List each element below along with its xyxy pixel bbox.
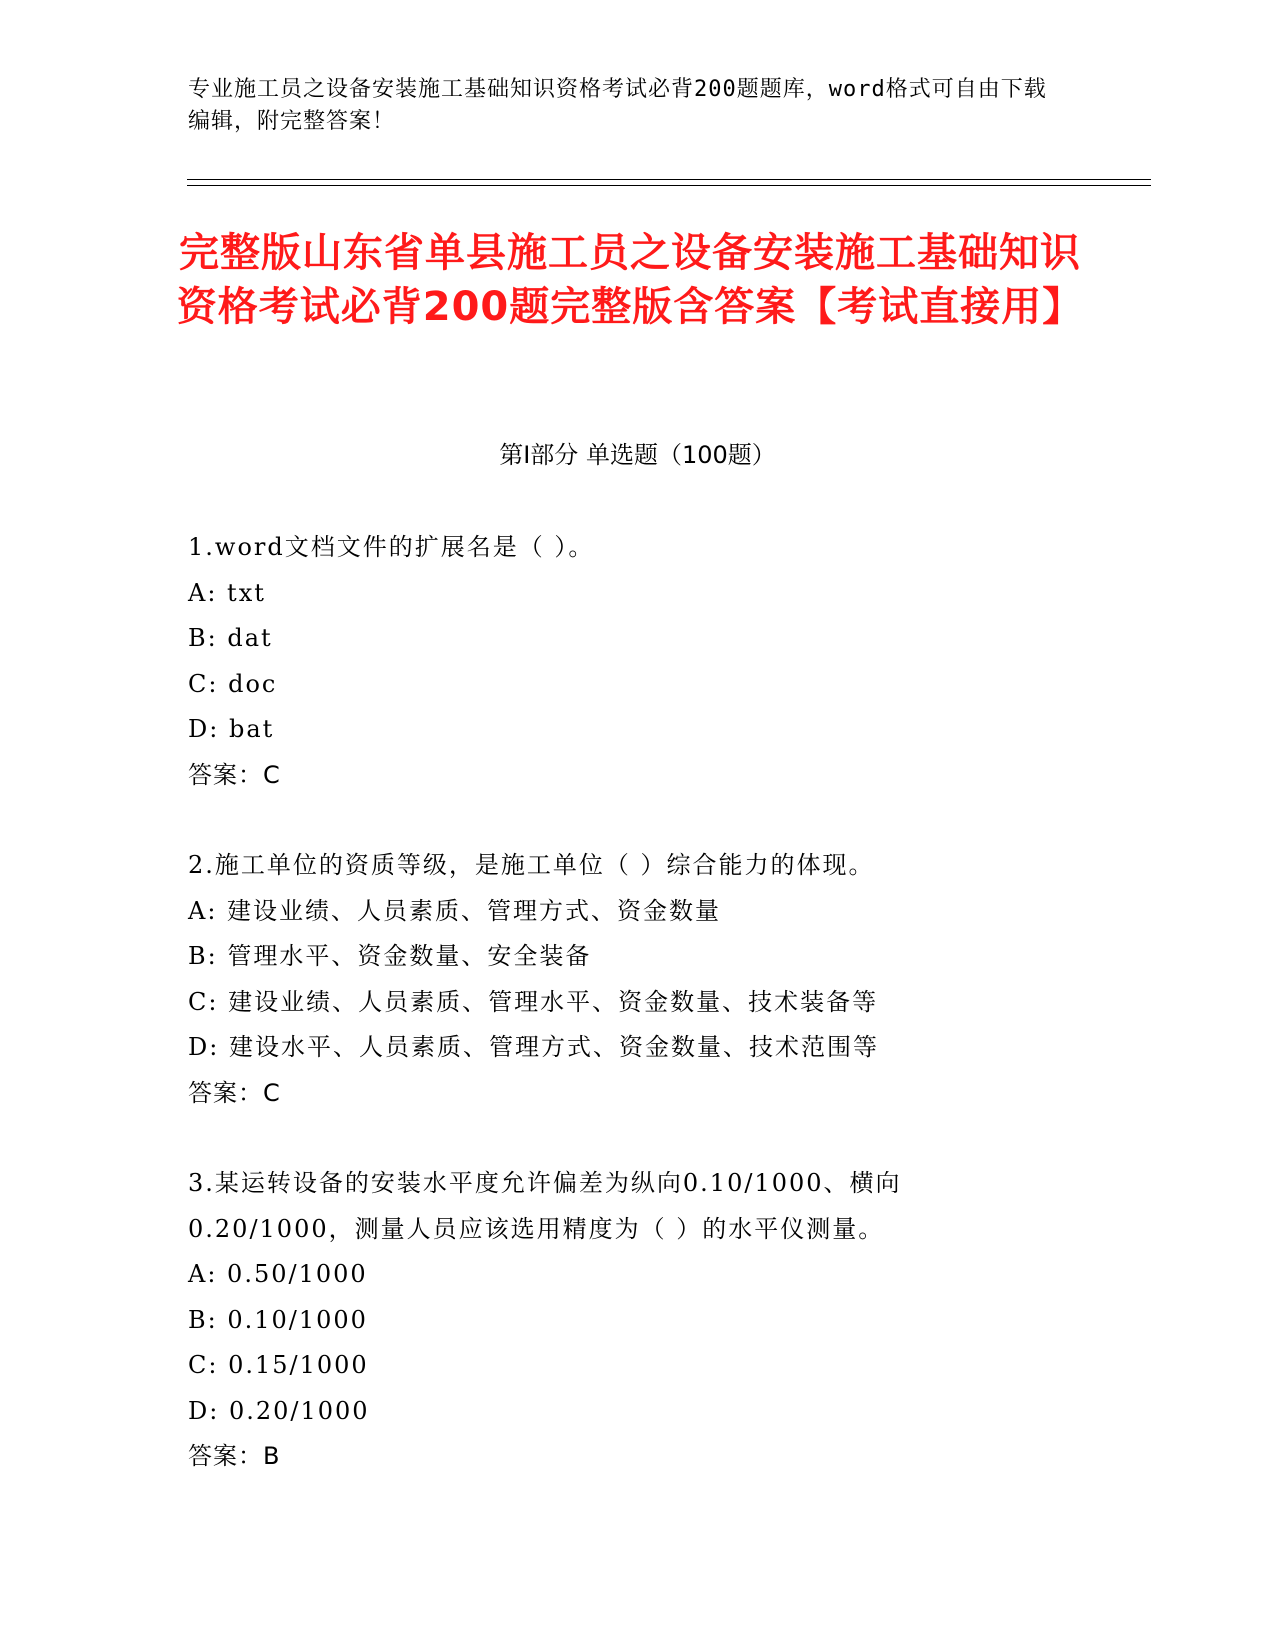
header-divider-top xyxy=(187,179,1151,180)
header-note: 专业施工员之设备安装施工基础知识资格考试必背200题题库，word格式可自由下载编辑，附完整答案！ xyxy=(188,77,1047,134)
question-stem: 2.施工单位的资质等级，是施工单位（ ）综合能力的体现。 xyxy=(188,851,875,879)
answer-value: B xyxy=(263,1442,281,1470)
option-a: A: 0.50/1000 xyxy=(188,1260,368,1288)
answer-label: 答案： xyxy=(188,1442,263,1470)
question-stem: 1.word文档文件的扩展名是（ ）。 xyxy=(188,533,595,561)
option-a: A: 建设业绩、人员素质、管理方式、资金数量 xyxy=(188,896,722,925)
option-b: B: dat xyxy=(188,624,273,652)
answer-value: C xyxy=(263,760,281,789)
option-d: D: bat xyxy=(188,715,275,743)
question-2 xyxy=(188,843,1148,1116)
answer-line xyxy=(188,1434,1148,1480)
question-stem: 3.某运转设备的安装水平度允许偏差为纵向0.10/1000、横向0.20/1000，测量人员应该选用精度为（ ）的水平仪测量。 xyxy=(188,1169,902,1243)
answer-label: 答案： xyxy=(188,760,263,789)
answer-label: 答案： xyxy=(188,1078,263,1107)
option-b: B: 管理水平、资金数量、安全装备 xyxy=(188,942,592,970)
header-divider-bottom xyxy=(187,185,1151,186)
answer-line xyxy=(188,753,1148,799)
option-c: C: 建设业绩、人员素质、管理水平、资金数量、技术装备等 xyxy=(188,987,879,1016)
option-c: C: 0.15/1000 xyxy=(188,1351,369,1379)
answer-line xyxy=(188,1071,1148,1117)
document-title: 完整版山东省单县施工员之设备安装施工基础知识资格考试必背200题完整版含答案【考试直接用】 xyxy=(176,230,1084,330)
option-c: C: doc xyxy=(188,669,278,698)
question-1 xyxy=(188,525,1148,798)
option-d: D: 0.20/1000 xyxy=(188,1396,370,1425)
question-3 xyxy=(188,1161,1148,1480)
question-list xyxy=(188,525,1148,1525)
section-heading: 第I部分 单选题（100题） xyxy=(499,441,776,469)
option-d: D: 建设水平、人员素质、管理方式、资金数量、技术范围等 xyxy=(188,1033,879,1061)
answer-value: C xyxy=(263,1078,281,1107)
option-b: B: 0.10/1000 xyxy=(188,1305,368,1334)
option-a: A: txt xyxy=(188,578,266,607)
